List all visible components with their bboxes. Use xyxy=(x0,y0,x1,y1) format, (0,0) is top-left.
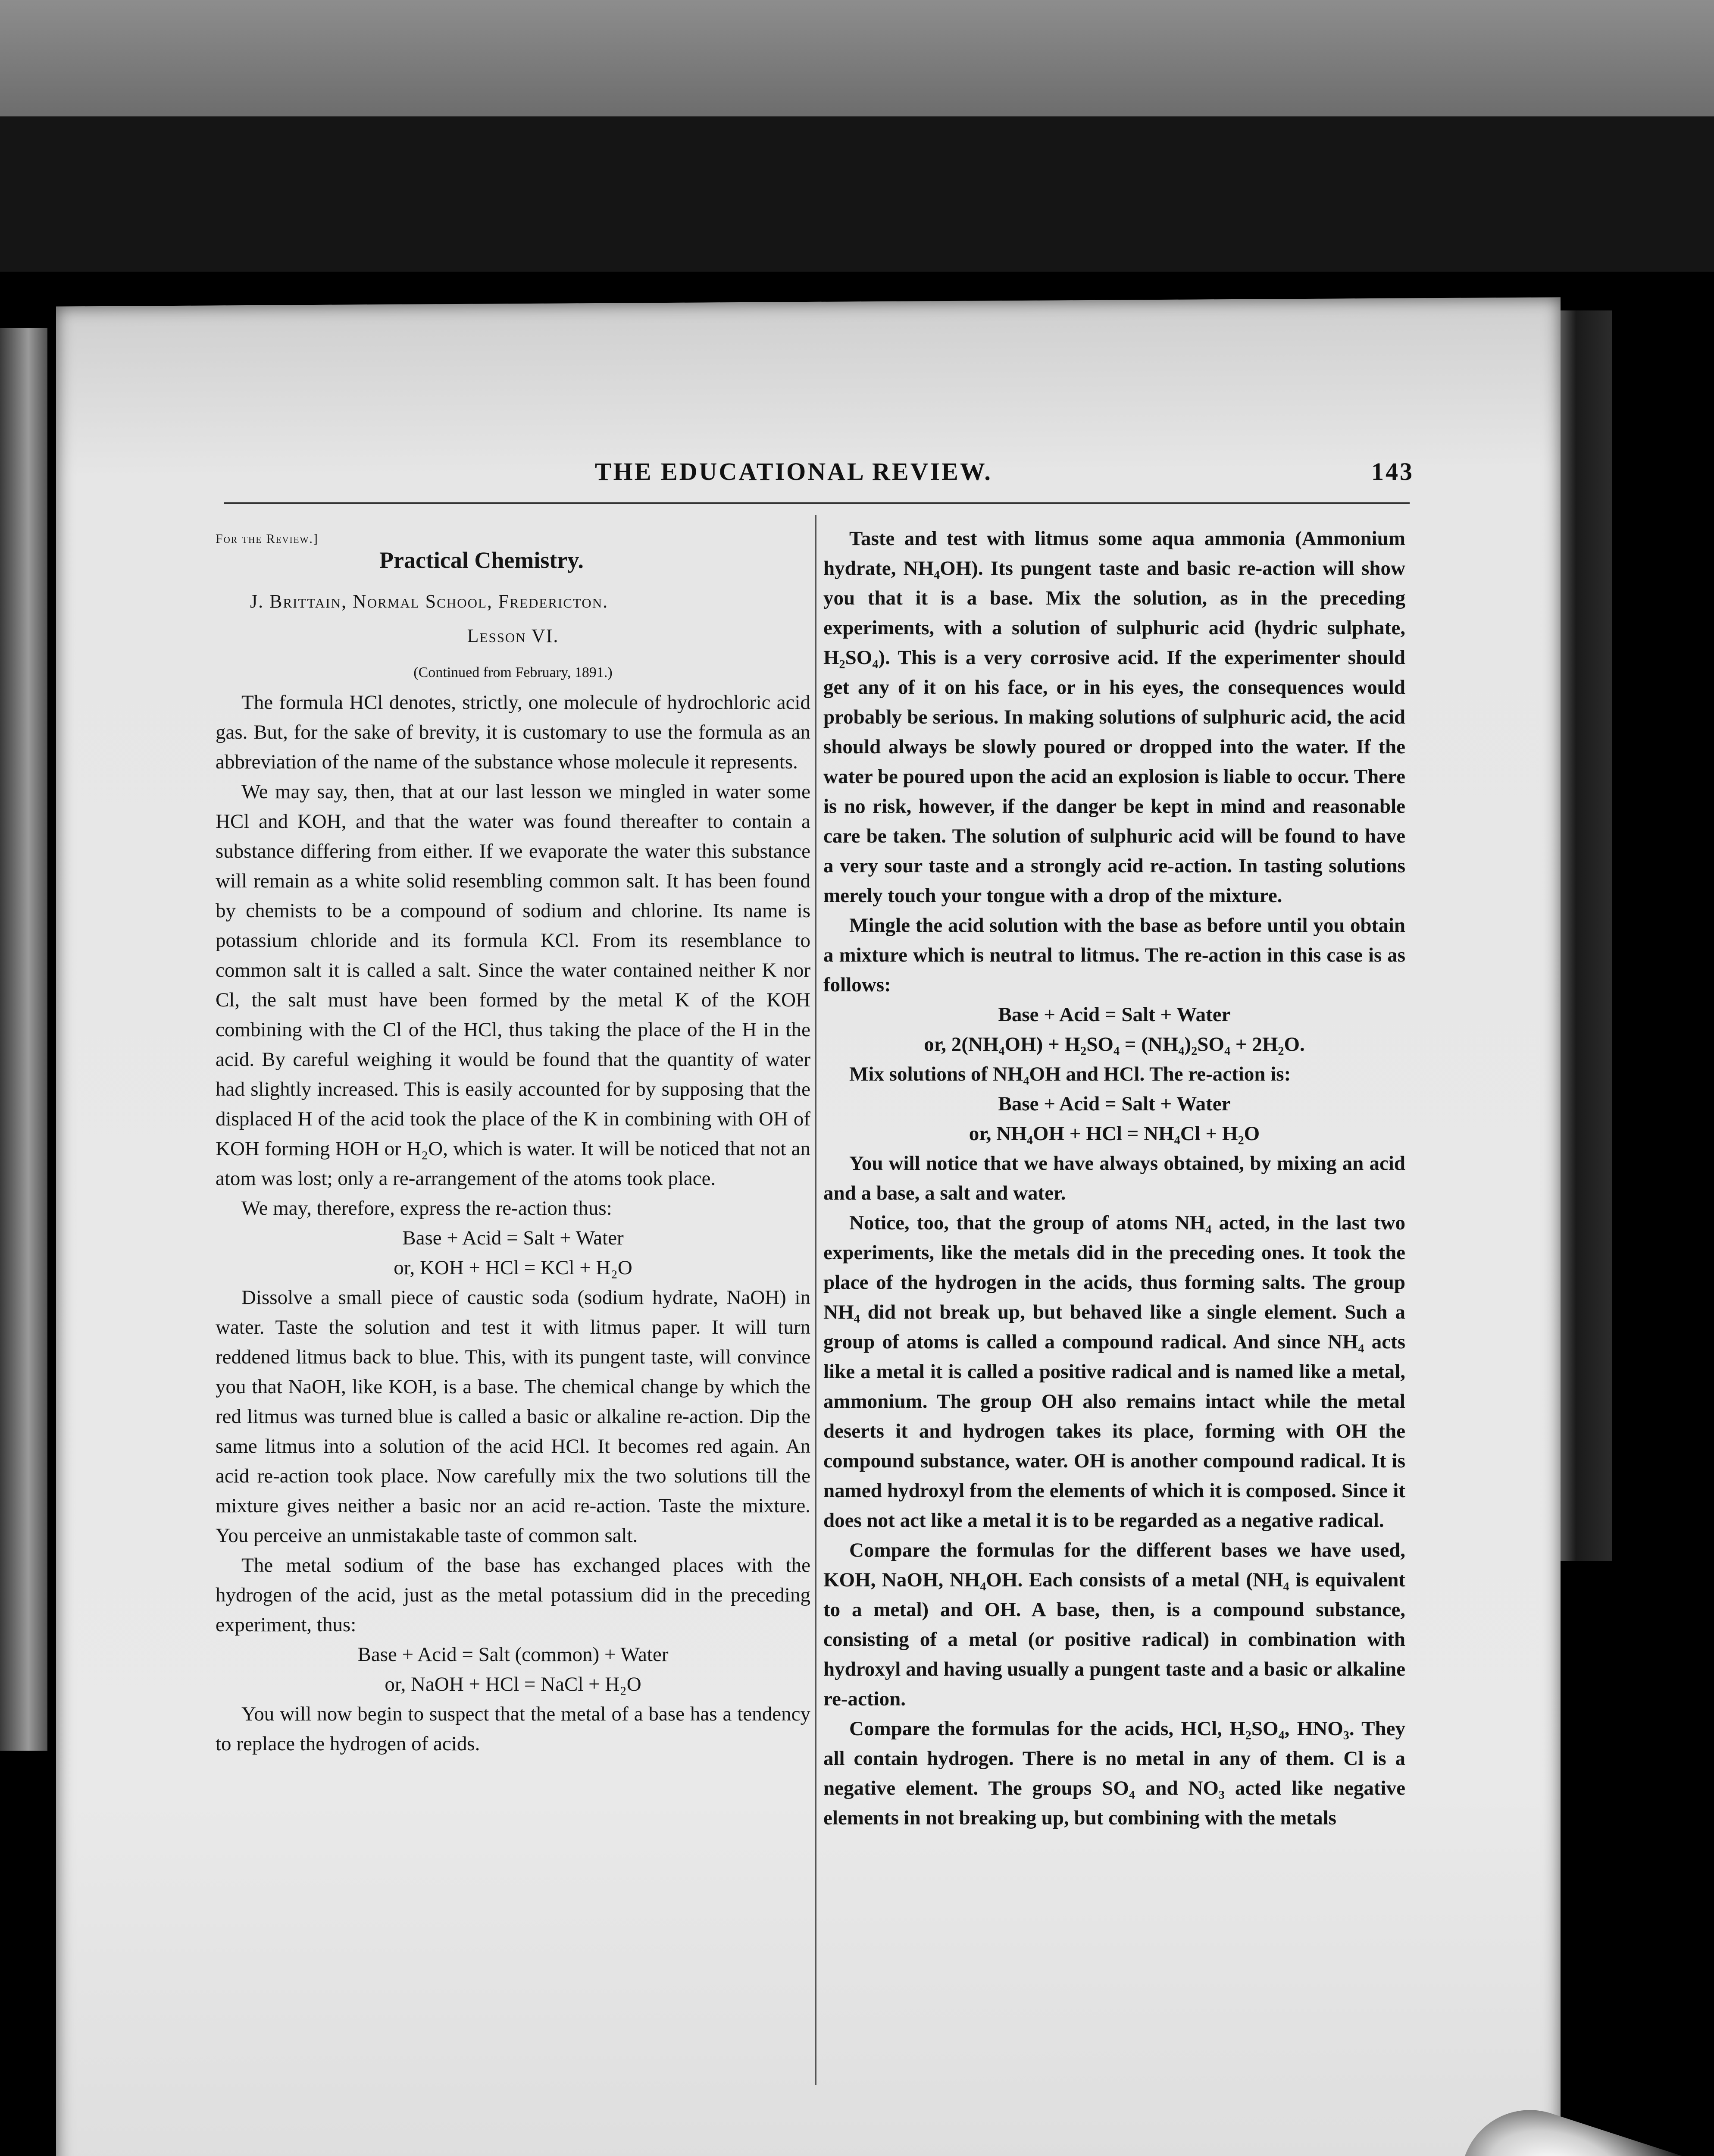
paragraph: Mingle the acid solution with the base as before until you obtain a mixture which is neutral to litmus. The re-action in this case is as follows: xyxy=(823,914,1405,996)
paragraph: We may say, then, that at our last lesson we mingled in water some HCl and KOH, and that the water was found thereafter to contain a substance differing from either. If we evaporate the water this substance will remain as a white solid resembling common salt. It has been found by chemists to be a compound of sodium and chlorine. Its name is potassium chloride and its formula KCl. From its resemblance to common salt it is called a salt. Since the water contained neither K nor Cl, the salt must have been formed by the metal K of the KOH combining with the Cl of the HCl, thus taking the place of the H in the acid. By careful weighing it would be found that the quantity of water had slightly increased. This is easily accounted for by supposing that the displaced H of the acid took the place of the K in combining with OH of KOH forming HOH or H₂O, which is water. It will be noticed that not an atom was lost; only a re-arrangement of the atoms took place. xyxy=(216,780,810,1190)
paragraph: The metal sodium of the base has exchanged places with the hydrogen of the acid, just as the metal potassium did in the preceding experiment, thus: xyxy=(216,1554,810,1636)
page-number: 143 xyxy=(1371,458,1414,486)
paragraph: You will notice that we have always obtained, by mixing an acid and a base, a salt and water. xyxy=(823,1152,1405,1204)
article-author: J. Brittain, Normal School, Fredericton. xyxy=(250,591,609,612)
equation: or, 2(NH₄OH) + H₂SO₄ = (NH₄)₂SO₄ + 2H₂O. xyxy=(924,1033,1305,1056)
book-left-edge xyxy=(0,328,47,1751)
equation: Base + Acid = Salt + Water xyxy=(998,1003,1231,1026)
continued-note: (Continued from February, 1891.) xyxy=(413,664,613,680)
paragraph: The formula HCl denotes, strictly, one molecule of hydrochloric acid gas. But, for the sake of brevity, it is customary to use the formula as an abbreviation of the name of the substance whose molecule it represents. xyxy=(216,691,810,773)
equation: or, KOH + HCl = KCl + H₂O xyxy=(394,1257,632,1279)
equation: or, NaOH + HCl = NaCl + H₂O xyxy=(385,1673,641,1695)
film-dark-band xyxy=(0,116,1714,272)
paragraph: Compare the formulas for the different bases we have used, KOH, NaOH, NH₄OH. Each consists of a metal (NH₄ is equivalent to a metal) and OH. A base, then, is a compound substance, consisting of a metal (or positive radical) in combination with hydroxyl and having usually a pungent taste and a basic or alkaline re-action. xyxy=(823,1539,1405,1710)
paragraph: Dissolve a small piece of caustic soda (sodium hydrate, NaOH) in water. Taste the solution and test it with litmus paper. It will turn reddened litmus back to blue. This, with its pungent taste, will convince you that NaOH, like KOH, is a base. The chemical change by which the red litmus was turned blue is called a basic or alkaline re-action. Dip the same litmus into a solution of the acid HCl. It becomes red again. An acid re-action took place. Now carefully mix the two solutions till the mixture gives neither a basic nor an acid re-action. Taste the mixture. You perceive an unmistakable taste of common salt. xyxy=(216,1286,810,1547)
equation: Base + Acid = Salt + Water xyxy=(998,1093,1231,1115)
article-heading xyxy=(216,524,810,688)
paragraph: We may, therefore, express the re-action thus: xyxy=(241,1197,612,1219)
left-column xyxy=(216,524,810,1759)
paragraph: Notice, too, that the group of atoms NH₄ acted, in the last two experiments, like the metals did in the preceding ones. It took the place of the hydrogen in the acids, thus forming salts. The group NH₄ did not break up, but behaved like a single element. Such a group of atoms is called a compound radical. And since NH₄ acts like a metal it is called a positive radical and is named like a metal, ammonium. The group OH also remains intact while the metal deserts it and hydrogen takes its place, forming with OH the compound substance, water. OH is another compound radical. It is named hydroxyl from the elements of which it is composed. Since it does not act like a metal it is to be regarded as a negative radical. xyxy=(823,1212,1405,1532)
equation: Base + Acid = Salt (common) + Water xyxy=(357,1643,669,1666)
paragraph: Mix solutions of NH₄OH and HCl. The re-action is: xyxy=(849,1063,1291,1085)
paragraph: Taste and test with litmus some aqua ammonia (Ammonium hydrate, NH₄OH). Its pungent taste and basic re-action will show you that it is a base. Mix the solution, as in the preceding experiments, with a solution of sulphuric acid (hydric sulphate, H₂SO₄). This is a very corrosive acid. If the experimenter should get any of it on his face, or in his eyes, the consequences would probably be serious. In making solutions of sulphuric acid, the acid should always be slowly poured or dropped into the water. If the water be poured upon the acid an explosion is liable to occur. There is no risk, however, if the danger be kept in mind and reasonable care be taken. The solution of sulphuric acid will be found to have a very sour taste and a strongly acid re-action. In tasting solutions merely touch your tongue with a drop of the mixture. xyxy=(823,527,1405,907)
equation: Base + Acid = Salt + Water xyxy=(402,1227,624,1249)
book-right-edge xyxy=(1552,310,1612,1561)
journal-title: THE EDUCATIONAL REVIEW. xyxy=(595,458,992,486)
film-top-border xyxy=(0,0,1714,116)
source-note: For the Review.] xyxy=(216,532,319,546)
paragraph: You will now begin to suspect that the metal of a base has a tendency to replace the hydrogen of acids. xyxy=(216,1703,810,1755)
paragraph: Compare the formulas for the acids, HCl, H₂SO₄, HNO₃. They all contain hydrogen. There is no metal in any of them. Cl is a negative element. The groups SO₄ and NO₃ acted like negative elements in not breaking up, but combining with the metals xyxy=(823,1717,1405,1829)
equation: or, NH₄OH + HCl = NH₄Cl + H₂O xyxy=(969,1122,1260,1145)
header-rule xyxy=(224,502,1410,504)
right-column xyxy=(823,524,1405,1833)
article-title: Practical Chemistry. xyxy=(379,547,584,573)
column-divider xyxy=(815,515,816,2085)
running-head xyxy=(595,457,1414,492)
lesson-number: Lesson VI. xyxy=(467,625,559,646)
